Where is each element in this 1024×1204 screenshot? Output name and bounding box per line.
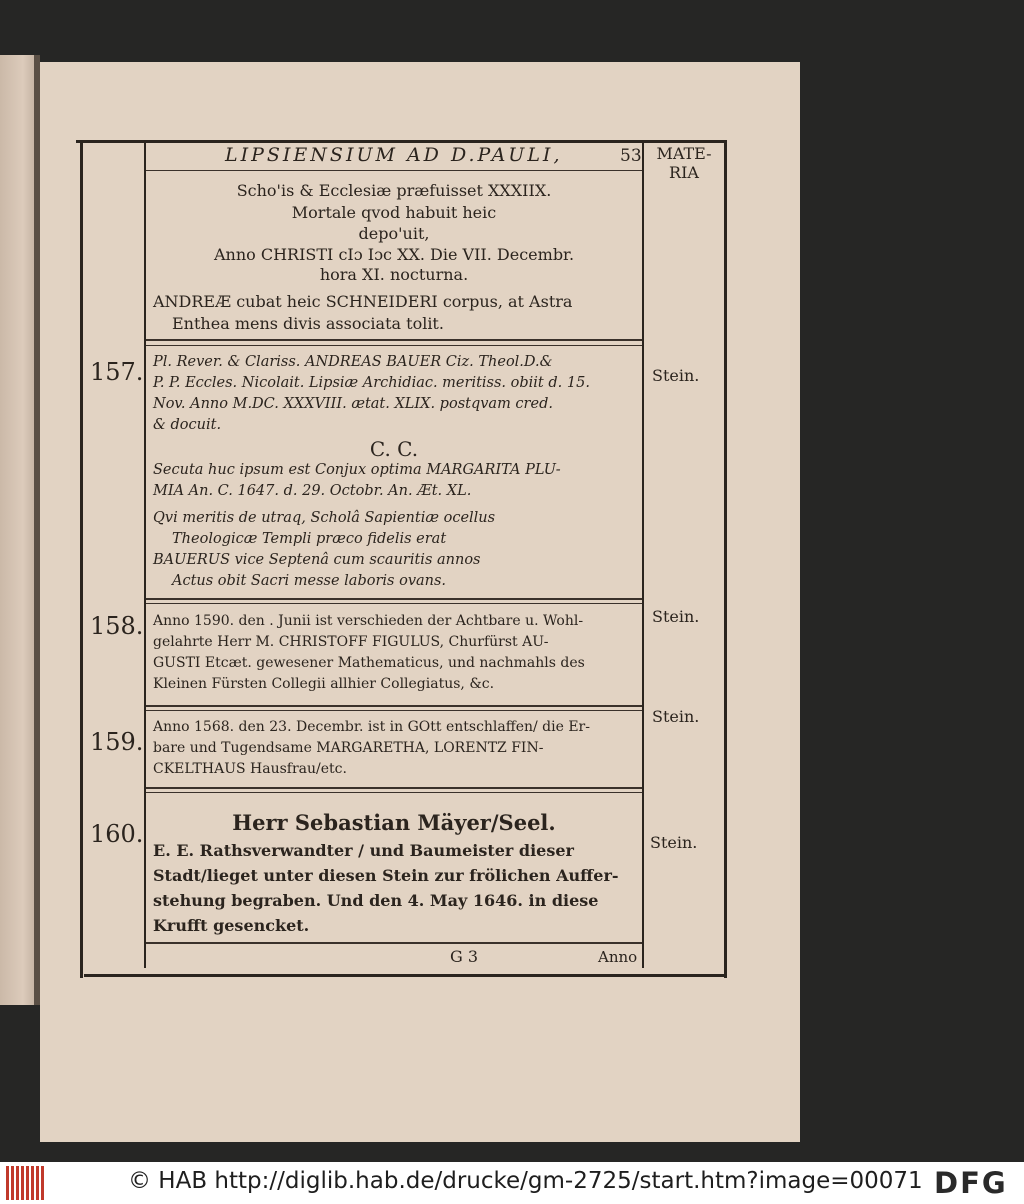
entry-material: Stein.	[650, 833, 698, 852]
hab-logo-icon	[6, 1166, 46, 1200]
frame-top-rule	[76, 140, 726, 143]
entry-material: Stein.	[652, 366, 700, 385]
copyright-link[interactable]: © HAB http://diglib.hab.de/drucke/gm-2725/start.htm?image=00071	[128, 1168, 923, 1194]
entry-number: 160.	[90, 820, 144, 848]
catchword: Anno	[598, 948, 638, 966]
entry-verse-line: BAUERUS vice Septenâ cum scauritis annos	[153, 552, 481, 568]
entry-line: Anno 1590. den . Junii ist verschieden der Achtbare u. Wohl-	[153, 613, 584, 629]
materia-heading-line: RIA	[669, 163, 699, 182]
materia-heading	[646, 144, 722, 182]
entry-verse-line: Theologicæ Templi præco fidelis erat	[172, 531, 447, 547]
entry-spouse-line: Secuta huc ipsum est Conjux optima MARGARITA PLU-	[153, 462, 561, 478]
entry-line: Nov. Anno M.DC. XXXVIII. ætat. XLIX. postqvam cred.	[153, 396, 553, 412]
separator-rule	[146, 705, 642, 707]
dfg-logo: DFG	[934, 1166, 1008, 1200]
frame-bottom-rule	[84, 974, 724, 977]
entry-number: 159.	[90, 728, 144, 756]
entry-material: Stein.	[652, 607, 700, 626]
frame-right-rule	[724, 140, 727, 978]
entry-number: 157.	[90, 358, 144, 386]
separator-rule	[146, 339, 642, 341]
entry-verse-line: Actus obit Sacri messe laboris ovans.	[172, 573, 447, 589]
separator-rule	[146, 345, 642, 346]
page-number: 53	[620, 146, 642, 166]
entry-line: bare und Tugendsame MARGARETHA, LORENTZ FIN-	[153, 740, 544, 756]
continuation-verse-line: ANDREÆ cubat heic SCHNEIDERI corpus, at Astra	[153, 292, 573, 311]
entry-spouse-line: MIA An. C. 1647. d. 29. Octobr. An. Æt. XL.	[153, 483, 472, 499]
separator-rule	[146, 603, 642, 604]
entry-line: gelahrte Herr M. CHRISTOFF FIGULUS, Churfürst AU-	[153, 634, 549, 650]
frame-left-rule	[80, 140, 83, 978]
separator-rule	[146, 598, 642, 600]
entry-material: Stein.	[652, 707, 700, 726]
running-head: LIPSIENSIUM AD D.PAULI,	[225, 144, 563, 166]
separator-rule	[146, 710, 642, 711]
footer-bar	[0, 1162, 1024, 1204]
separator-rule	[146, 787, 642, 789]
header-rule	[146, 170, 642, 171]
continuation-line: Scho'is & Ecclesiæ præfuisset XXXIIX.	[236, 181, 552, 200]
continuation-line: depo'uit,	[358, 224, 430, 243]
entry-line: GUSTI Etcæt. gewesener Mathematicus, und nachmahls des	[153, 655, 585, 671]
column-rule-right	[642, 142, 644, 968]
entry-line: Pl. Rever. & Clariss. ANDREAS BAUER Ciz. Theol.D.&	[153, 354, 553, 370]
entry-number: 158.	[90, 612, 144, 640]
entry-line: CKELTHAUS Hausfrau/etc.	[153, 761, 347, 777]
entry-verse-line: Qvi meritis de utraq, Scholâ Sapientiæ ocellus	[153, 510, 496, 526]
continuation-verse-line: Enthea mens divis associata tolit.	[172, 314, 444, 333]
materia-heading-line: MATE-	[656, 144, 712, 163]
entry-cc: C. C.	[369, 437, 419, 461]
continuation-line: hora XI. nocturna.	[319, 265, 469, 284]
entry-line: Krufft gesencket.	[153, 916, 310, 935]
entry-line: P. P. Eccles. Nicolait. Lipsiæ Archidiac. meritiss. obiit d. 15.	[153, 375, 590, 391]
entry-line: stehung begraben. Und den 4. May 1646. in diese	[153, 891, 599, 910]
separator-rule	[146, 942, 642, 944]
signature-mark: G 3	[450, 947, 479, 966]
separator-rule	[146, 792, 642, 793]
continuation-line: Anno CHRISTI cIɔ Iɔc XX. Die VII. Decembr.	[213, 245, 575, 264]
continuation-line: Mortale qvod habuit heic	[291, 203, 497, 222]
entry-line: Kleinen Fürsten Collegii allhier Collegiatus, &c.	[153, 676, 495, 692]
facing-page-edge	[0, 55, 38, 1005]
entry-title: Herr Sebastian Mäyer/Seel.	[232, 810, 556, 835]
entry-line: & docuit.	[153, 417, 222, 433]
entry-line: Anno 1568. den 23. Decembr. ist in GOtt entschlaffen/ die Er-	[153, 719, 590, 735]
entry-line: E. E. Rathsverwandter / und Baumeister dieser	[153, 841, 574, 860]
entry-line: Stadt/lieget unter diesen Stein zur frölichen Auffer-	[153, 866, 619, 885]
